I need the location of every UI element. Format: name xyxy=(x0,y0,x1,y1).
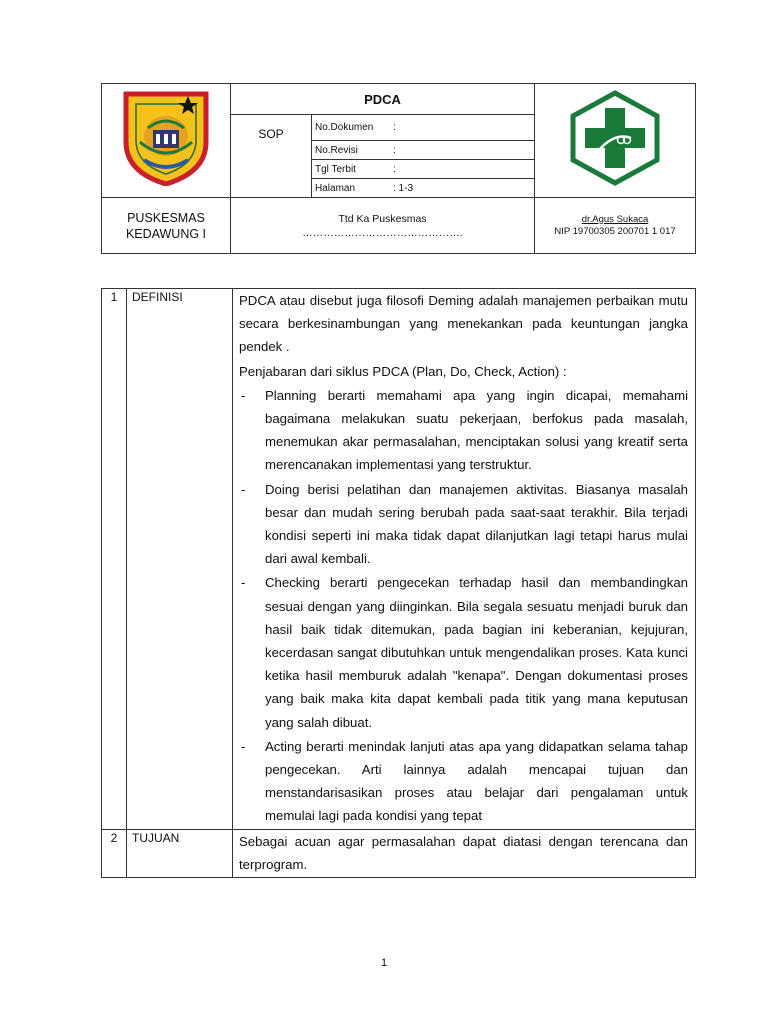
regency-logo-cell xyxy=(102,84,231,198)
meta-label: Halaman xyxy=(315,182,356,194)
section-number: 1 xyxy=(102,289,127,830)
signer-name: dr.Agus Sukaca xyxy=(581,213,649,225)
puskesmas-logo-icon xyxy=(569,90,661,186)
content-table xyxy=(101,288,696,878)
meta-label: Tgl Terbit xyxy=(315,163,356,175)
bullet-dash: - xyxy=(241,387,246,403)
section-content xyxy=(233,289,696,830)
regency-emblem-icon xyxy=(120,90,212,186)
cycle-intro: Penjabaran dari siklus PDCA (Plan, Do, Check, Action) : xyxy=(239,363,567,379)
ttd-dots: ………………………………………. xyxy=(302,226,463,239)
ttd-label: Ttd Ka Puskesmas xyxy=(338,212,427,225)
org-line-2: KEDAWUNG I xyxy=(125,226,207,241)
meta-row-revisi xyxy=(312,141,535,160)
definition-paragraph: PDCA atau disebut juga filosofi Deming adalah manajemen perbaikan mutu secara berkesinambungan yang menekankan pada keuntungan jangka pendek . xyxy=(239,293,688,355)
table-row xyxy=(102,829,696,877)
document-header xyxy=(101,83,696,254)
meta-value: : xyxy=(393,144,396,156)
signer-block xyxy=(535,198,696,254)
meta-value: : xyxy=(393,163,396,175)
section-content xyxy=(233,829,696,877)
bullet-dash: - xyxy=(241,575,246,591)
signer-nip: NIP 19700305 200701 1 017 xyxy=(554,225,676,237)
list-item: - Doing berisi pelatihan dan manajemen aktivitas. Biasanya masalah besar dan mudah sering berubah pada saat-saat terakhir. Bila terjadi kondisi seperti ini maka tidak dapat dilanjutkan lagi tetapi harus mulai dari awal kembali. xyxy=(239,478,688,571)
table-row xyxy=(102,289,696,830)
meta-row-halaman xyxy=(312,179,535,198)
puskesmas-logo-cell xyxy=(535,84,696,198)
bullet-dash: - xyxy=(241,738,246,754)
list-item: - Acting berarti menindak lanjuti atas apa yang didapatkan selama tahap pengecekan. Arti lainnya adalah mencapai tujuan dan menstandarisasikan proses atau belajar dari pengalaman untuk memulai lagi pada kondisi yang tepat xyxy=(239,735,688,828)
organization-name xyxy=(102,198,231,254)
org-line-1: PUSKESMAS xyxy=(127,210,205,225)
section-title: DEFINISI xyxy=(127,289,233,830)
meta-label: No.Dokumen xyxy=(315,122,374,133)
page-number: 1 xyxy=(380,957,388,969)
meta-value: : xyxy=(393,122,396,133)
section-number: 2 xyxy=(102,829,127,877)
signature-block xyxy=(231,198,535,254)
document-title: PDCA xyxy=(231,84,535,115)
list-item: - Planning berarti memahami apa yang ingin dicapai, memahami bagaimana melakukan suatu pekerjaan, berfokus pada masalah, menemukan akar permasalahan, menciptakan solusi yang kreatif serta merencanakan implementasi yang terstruktur. xyxy=(239,384,688,477)
meta-row-terbit xyxy=(312,160,535,179)
list-item: - Checking berarti pengecekan terhadap hasil dan membandingkan sesuai dengan yang diinginkan. Bila segala sesuatu menjadi buruk dan hasil baik tidak ditemukan, pada bagian ini keberanian, kejujuran, kecerdasan sangat dibutuhkan untuk mengendalikan proses. Kata kunci ketika hasil memburuk adalah "kenapa". Dengan dokumentasi proses yang baik maka kita dapat kembali pada titik yang mana keputusan yang salah dibuat. xyxy=(239,571,688,733)
purpose-text: Sebagai acuan agar permasalahan dapat diatasi dengan terencana dan terprogram. xyxy=(239,833,688,872)
section-title: TUJUAN xyxy=(127,829,233,877)
meta-row-dokumen xyxy=(312,115,535,141)
cycle-list xyxy=(239,384,688,828)
meta-value: : 1-3 xyxy=(393,182,414,194)
bullet-dash: - xyxy=(241,481,246,497)
meta-label: No.Revisi xyxy=(315,144,358,156)
sop-label: SOP xyxy=(231,115,312,198)
